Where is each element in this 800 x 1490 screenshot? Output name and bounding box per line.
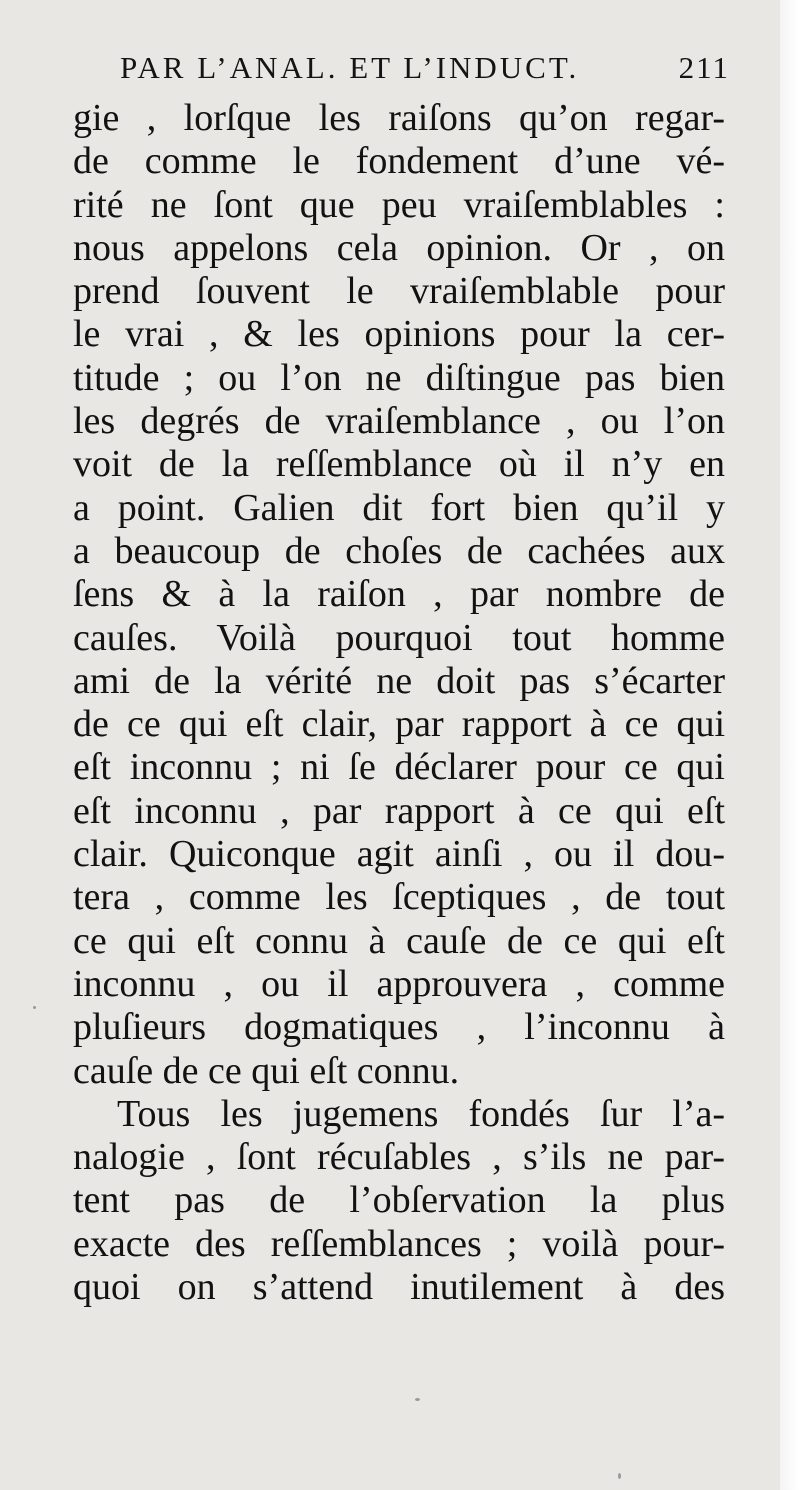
text-line: de ce qui eſt clair, par rapport à ce qui <box>73 703 725 746</box>
text-line: prend ſouvent le vraiſemblable pour <box>73 270 725 313</box>
text-line: les degrés de vraiſemblance , ou l’on <box>73 400 725 443</box>
running-head-title: PAR L’ANAL. ET L’INDUCT. <box>120 50 580 85</box>
text-line: nous appelons cela opinion. Or , on <box>73 226 725 269</box>
text-line: nalogie , ſont récuſables , s’ils ne par- <box>73 1136 725 1179</box>
text-line: ſens & à la raiſon , par nombre de <box>73 573 725 616</box>
text-line: ce qui eſt connu à cauſe de ce qui eſt <box>73 919 725 962</box>
paragraph-end-line: cauſe de ce qui eſt connu. <box>73 1049 460 1092</box>
text-line: tent pas de l’obſervation la plus <box>73 1179 725 1222</box>
text-line: rité ne ſont que peu vraiſemblables : <box>73 183 725 226</box>
text-line: eſt inconnu ; ni ſe déclarer pour ce qui <box>73 746 725 789</box>
text-line: ami de la vérité ne doit pas s’écarter <box>73 659 725 702</box>
text-line: pluſieurs dogmatiques , l’inconnu à <box>73 1006 725 1049</box>
text-line: titude ; ou l’on ne diſtingue pas bien <box>73 356 725 399</box>
running-head <box>120 50 730 94</box>
text-line: inconnu , ou il approuvera , comme <box>73 962 725 1005</box>
text-line: a beaucoup de choſes de cachées aux <box>73 529 725 572</box>
text-line: quoi on s’attend inutilement à des <box>73 1266 725 1309</box>
text-line: cauſes. Voilà pourquoi tout homme <box>73 616 725 659</box>
paragraph-start-line: Tous les jugemens fondés ſur l’a- <box>117 1092 725 1135</box>
text-line: eſt inconnu , par rapport à ce qui eſt <box>73 789 725 832</box>
text-line: exacte des reſſemblances ; voilà pour- <box>73 1222 725 1265</box>
text-line: de comme le fondement d’une vé- <box>73 140 725 183</box>
body-text <box>73 97 725 1309</box>
text-line: tera , comme les ſceptiques , de tout <box>73 876 725 919</box>
paper-speck <box>618 1473 621 1479</box>
paper-speck <box>33 1006 36 1009</box>
text-line: a point. Galien dit fort bien qu’il y <box>73 486 725 529</box>
text-line: clair. Quiconque agit ainſi , ou il dou- <box>73 833 725 876</box>
text-line: voit de la reſſemblance où il n’y en <box>73 443 725 486</box>
page-number: 211 <box>678 50 730 85</box>
text-line: le vrai , & les opinions pour la cer- <box>73 313 725 356</box>
text-line: gie , lorſque les raiſons qu’on regar- <box>73 97 725 139</box>
page-edge <box>780 0 800 1490</box>
paper-speck <box>415 1398 420 1401</box>
